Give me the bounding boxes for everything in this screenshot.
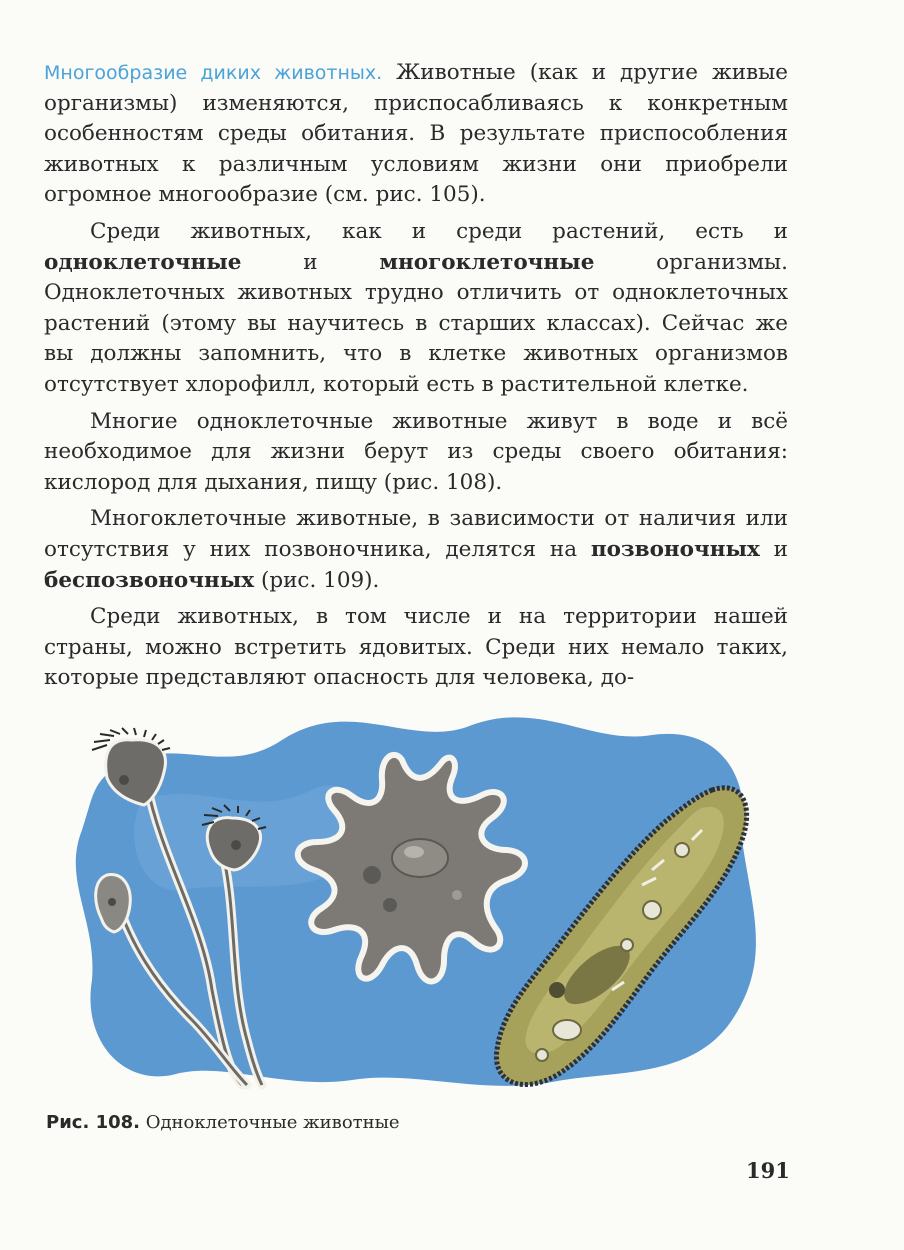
paragraph-2-text-c: организмы. Одноклеточных животных трудно отличить от одноклеточных растений (этому вы научитесь в старших классах). Сейчас же вы должны запомнить, что в клетке животных организмов отсутствует хлорофилл, который есть в растительной клетке. — [44, 249, 788, 397]
paragraph-3-text: Многие одноклеточные животные живут в воде и всё необходимое для жизни берут из среды своего обитания: кислород для дыхания, пищу (рис. 108). — [44, 408, 788, 495]
paragraph-4-text-b: и — [759, 536, 788, 562]
term-vertebrates: позвоночных — [590, 536, 760, 562]
paragraph-4 — [44, 504, 788, 596]
figure-caption — [46, 1112, 400, 1133]
term-unicellular: одноклеточные — [44, 249, 242, 275]
section-heading: Многообразие диких животных. — [44, 62, 383, 84]
paragraph-1 — [44, 58, 788, 211]
caption-text: Одноклеточные животные — [140, 1112, 400, 1133]
paragraph-4-text-a: Многоклеточные животные, в зависимости от наличия или отсутствия у них позвоночника, делятся на — [44, 506, 788, 562]
paragraph-2-text-a: Среди животных, как и среди растений, есть и — [90, 218, 788, 244]
paragraph-2 — [44, 217, 788, 401]
page-number: 191 — [746, 1158, 790, 1183]
paragraph-4-text-c: (рис. 109). — [254, 567, 380, 593]
paragraph-3 — [44, 407, 788, 499]
main-text — [44, 58, 788, 700]
paragraph-1-text: Животные (как и другие живые организмы) изменяются, приспосабливаясь к конкретным особенностям среды обитания. В результате приспособления животных к различным условиям жизни они приобрели огромное многообразие (см. рис. 105). — [44, 60, 788, 208]
term-invertebrates: беспозвоночных — [44, 567, 255, 593]
caption-label: Рис. 108. — [46, 1112, 140, 1133]
figure-unicellular-animals — [52, 690, 792, 1100]
paragraph-5 — [44, 602, 788, 694]
term-multicellular: многоклеточные — [379, 249, 595, 275]
paragraph-2-text-b: и — [241, 249, 380, 275]
paragraph-5-text: Среди животных, в том числе и на территории нашей страны, можно встретить ядовитых. Среди них немало таких, которые представляют опасность для человека, до- — [44, 604, 788, 691]
